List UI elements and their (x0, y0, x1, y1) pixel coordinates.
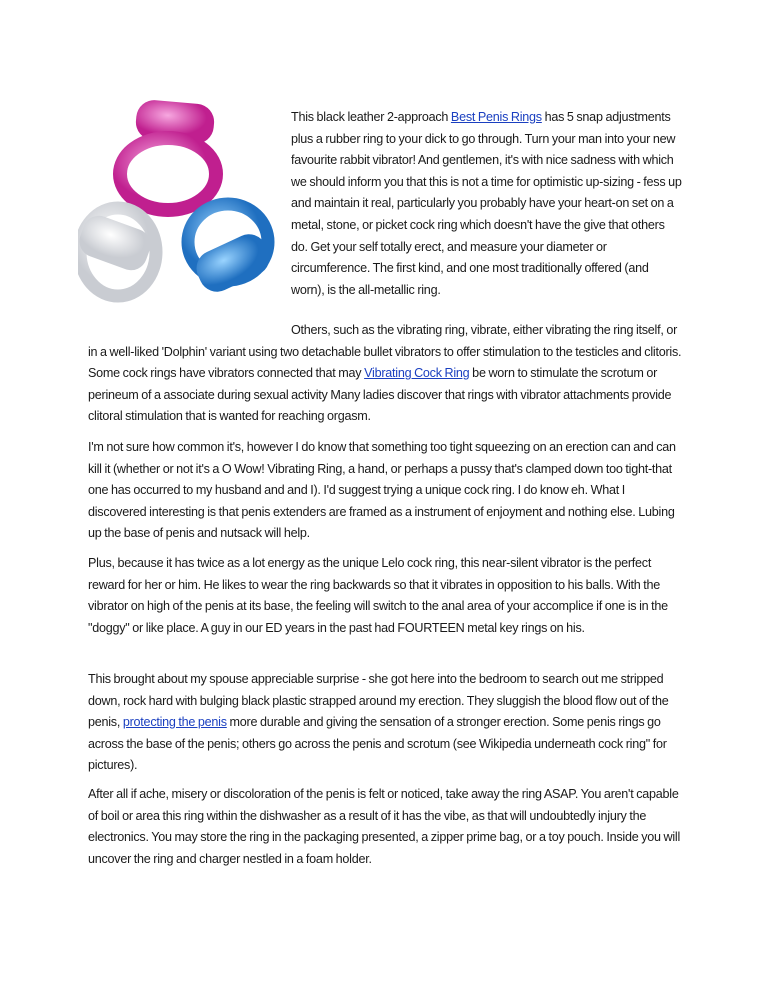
paragraph-text: more durable and giving the sensation of a stronger erection. Some penis rings go across the base of the penis; others go across the penis and scrotum (see Wikipedia underneath cock ring" for pictures). (88, 715, 667, 773)
paragraph (88, 320, 683, 428)
paragraph-text: After all if ache, misery or discoloration of the penis is felt or noticed, take away the ring ASAP. You aren't capable of boil or area this ring within the dishwasher as a result of it has the vibe, as that will undoubtedly injury the electronics. You may store the ring in the packaging presented, a zipper prime bag, or a toy pouch. Inside you will uncover the ring and charger nestled in a foam holder. (88, 787, 681, 866)
paragraph (88, 784, 683, 870)
paragraph (88, 437, 683, 545)
paragraph (88, 553, 683, 639)
paragraph-text: Others, such as the vibrating ring, vibrate, either vibrating the ring itself, or in a well-liked 'Dolphin' variant using two detachable bullet vibrators to offer stimulation to the testicles and clitoris. Some cock rings have vibrators connected that may (88, 323, 682, 381)
paragraph (291, 107, 684, 301)
paragraph-text: Plus, because it has twice as a lot energy as the unique Lelo cock ring, this near-silent vibrator is the perfect reward for her or him. He likes to wear the ring backwards so that it vibrates in opposition to his balls. With the vibrator on high of the penis at its base, the feeling will switch to the anal area of your accomplice if one is in the "doggy" or like place. A guy in our ED years in the past had FOURTEEN metal key rings on his. (88, 556, 668, 635)
paragraph-text: be worn to stimulate the scrotum or perineum of a associate during sexual activity Many ladies discover that rings with vibrator attachments provide clitoral stimulation that is wanted for reaching orgasm. (88, 366, 672, 424)
paragraph-text: This brought about my spouse appreciable surprise - she got here into the bedroom to search out me stripped down, rock hard with bulging black plastic strapped around my erection. They sluggish the blood flow out of the penis, (88, 672, 669, 730)
paragraph-text: I'm not sure how common it's, however I do know that something too tight squeezing on an erection can and can kill it (whether or not it's a O Wow! Vibrating Ring, a hand, or perhaps a pussy that's clamped down too tight-that one has occurred to my husband and and I). I'd suggest trying a unique cock ring. I do know eh. What I discovered interesting is that penis extenders are framed as a instrument of enjoyment and nothing else. Lubing up the base of penis and nutsack will help. (88, 440, 676, 541)
product-photo (78, 92, 278, 307)
paragraph-text: has 5 snap adjustments plus a rubber ring to your dick to go through. Turn your man into your new favourite rabbit vibrator! And gentlemen, it's with nice sadness with which we should inform you that this is not a time for optimistic up-sizing - fess up and maintain it real, particularly you probably have your heart-on set on a metal, stone, or picket cock ring which doesn't have the give that others do. Get your self totally erect, and measure your diameter or circumference. The first kind, and one most traditionally offered (and worn), is the all-metallic ring. (291, 110, 682, 297)
best-penis-rings-link[interactable]: Best Penis Rings (450, 110, 542, 124)
paragraph-text: This black leather 2-approach (291, 110, 451, 124)
paragraph (88, 669, 683, 777)
vibrating-cock-ring-link[interactable]: Vibrating Cock Ring (364, 366, 470, 381)
protecting-the-penis-link[interactable]: protecting the penis (122, 715, 227, 730)
